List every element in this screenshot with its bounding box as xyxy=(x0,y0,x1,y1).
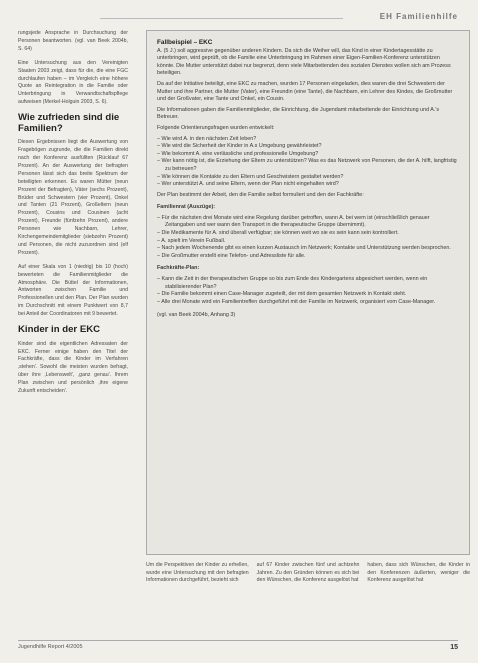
professional-plan-list xyxy=(157,276,459,306)
box-intro: A. (5 J.) soll aggressive gegenüber anderen Kindern. Da sich die Weiher will, das Kind in einer Kindertagesstätte zu unterbringen, wird geprüft, ob die Familie eine Unterbringung im Rahmen einer Eigen-Familien-Konferenz unterstützen könnte. Die Mutter unterstützt dabei nur begrenzt, denn viele Mitarbeitenden des sozialen Dienstes wollen sich am Prozess beteiligen. xyxy=(157,47,451,77)
page-header: EH Familienhilfe xyxy=(379,12,458,21)
question-item: – Wie wird A. in den nächsten Zeit leben? xyxy=(157,136,459,144)
left-paragraph-2: Eine Untersuchung aus den Vereinigten Staaten 2003 zeigt, dass für die, die eine FGC durchlaufen haben – im Vergleich eine höhere Quote an Reintegration in die Familie oder Unterbringung in Verwandtschaftspflege aufweisen (Merkel-Holguin 2003, S. 6). xyxy=(18,59,128,106)
plan-item: – Für die nächsten drei Monate wird eine Regelung darüber getroffen, wann A. bei wem ist (einschließlich genauer Zeitangaben und wer wann den Transport in die therapeutische Gruppe übernimmt). xyxy=(157,215,459,230)
page-footer xyxy=(18,640,458,651)
box-paragraph-3: Die Informationen gaben die Familienmitglieder, die Einrichtung, die Jugendamt mitarbeitende der Einrichtung und A.'s Betreuer. xyxy=(157,106,440,121)
plan-item: – Alle drei Monate wird ein Familientreffen durchgeführt mit der Familie im Netzwerk, organisiert vom Case-Manager. xyxy=(157,299,459,307)
case-example-box xyxy=(146,30,470,555)
left-paragraph-4: Auf einer Skala von 1 (niedrig) bis 10 (hoch) bewerteten die Familienmitglieder die Atmosphäre. Die Büttel der Informationen, Antworten zwischen Familie und Professionellen und den Plan. Der Plan wurden im Durchschnitt mit einem Punktwert von 8,7 bei Anteil der Coordinatoren mit 9 bewertet. xyxy=(18,263,128,318)
plan-item: – Die Großmutter erstellt eine Telefon- und Adressliste für alle. xyxy=(157,253,459,261)
professional-plan-heading: Fachkräfte-Plan: xyxy=(157,265,200,272)
question-item: – Wer unterstützt A. und seine Eltern, wenn der Plan nicht eingehalten wird? xyxy=(157,181,459,189)
journal-name: Jugendhilfe Report 4/2005 xyxy=(18,644,83,650)
box-citation: (vgl. van Beek 2004b, Anhang 3) xyxy=(157,312,236,319)
bottom-column-3: haben, dass sich Wünschen, die Kinder in den Konferenzen äußerten, weniger die Konferenz ausgelöst hat xyxy=(367,562,471,584)
header-rule xyxy=(100,18,343,19)
left-paragraph-1: rungsjede Ansprache in Durchsuchung der Personen beantworten. (vgl. van Beek 2004b, S. 64) xyxy=(18,30,128,52)
box-paragraph-2: Da auf der Initiative beteiligt, eine EKC zu machen, wurden 17 Personen eingeladen, dies waren die drei Schwestern der Mutter und ihre Partner, die Mutter (Vater), eine Freundin (eine Tante), die Nachbarn, ein Lehrer des Kindes, die Großmutter und der Großvater, eine Tante und Onkel, ein Cousin. xyxy=(157,80,453,103)
section-heading-satisfaction: Wie zufrieden sind die Familien? xyxy=(18,112,120,134)
section-heading-children: Kinder in der EKC xyxy=(18,324,101,336)
plan-item: – Kann die Zeit in der therapeutischen Gruppe so bis zum Ende des Kindergartens abgesichert werden, wenn ein stabilisierender Plan? xyxy=(157,276,459,291)
box-paragraph-5: Der Plan bestimmt der Arbeit, den die Familie selbst formuliert und den der Fachkräfte: xyxy=(157,191,364,198)
plan-item: – A. spielt im Verein Fußball. xyxy=(157,238,459,246)
left-paragraph-3: Diesen Ergebnissen liegt die Auswertung von Fragebögen zugrunde, die die Familien direkt nach der Konferenz ausfüllten (Rücklauf 67 Prozent). An der Auswertung der befragten Personen lässt sich das breite Spektrum der beteiligten erkennen. Es waren Mütter (neun Prozent der Befragten), Väter (sechs Prozent), Brüder und Schwestern (vier Prozent), Onkel und Tanten (21 Prozent), Großeltern (neun Prozent), Cousins und Cousinen (acht Prozent), Freunde (fünfzehn Prozent), andere Personen wie Nachbarn, Lehrer, Kirchengemeindemitglieder (siebzehn Prozent) und Personen, die nicht zuzuordnen sind (elf Prozent). xyxy=(18,139,128,256)
page-number: 15 xyxy=(450,644,458,651)
question-item: – Wie wird die Sicherheit der Kinder in A.s Umgebung gewährleistet? xyxy=(157,143,459,151)
question-item: – Wie können die Kontakte zu den Eltern und Geschwistern gestaltet werden? xyxy=(157,174,459,182)
box-paragraph-4: Folgende Orientierungsfragen wurden entwickelt: xyxy=(157,124,275,131)
question-list xyxy=(157,136,459,189)
plan-item: – Nach jedem Wochenende gibt es einen kurzen Austausch im Netzwerk; Kontakte und Unterstützung werden besprochen. xyxy=(157,245,459,253)
left-column xyxy=(18,30,128,402)
question-item: – Wer kann nötig ist, die Erziehung der Eltern zu unterstützen? Was es das Netzwerk von Personen, die der A. hilft, langfristig zu betreuen? xyxy=(157,158,459,173)
bottom-columns xyxy=(146,562,470,585)
family-plan-list xyxy=(157,215,459,261)
family-plan-heading: Familienrat (Auszüge): xyxy=(157,204,216,211)
bottom-column-2: auf 67 Kinder zwischen fünf und achtzehn Jahren. Zu den Gründen können es sich bei den Wünschen, die Konferenz ausgelöst hat xyxy=(256,562,360,584)
bottom-column-1: Um die Perspektiven der Kinder zu erhellen, wurde eine Untersuchung mit den befragten Informationen durchgeführt, bezieht sich xyxy=(146,562,249,584)
question-item: – Wie bekommt A. eine verlässliche und professionelle Umgebung? xyxy=(157,151,459,159)
left-paragraph-5: Kinder sind die eigentlichen Adressaten der EKC. Ferner einige haben den Titel der Fachkräfte, dass die Kinder im Verfahren ‚stehen'. Sowohl die meisten wurden befragt, über ihre ‚Lebenswelt', ‚ganz genau'. Ihrem Plan zwischen und persönlich ‚ihre eigene Zukunft entscheiden'. xyxy=(18,340,128,395)
plan-item: – Die Medikamente für A. sind überall verfügbar; sie können weit wo sie es sein kann sein kontrolliert. xyxy=(157,230,459,238)
box-title: Fallbeispiel – EKC xyxy=(157,39,213,46)
plan-item: – Die Familie bekommt einen Case-Manager zugeteilt, der mit dem gesamten Netzwerk in Kontakt steht. xyxy=(157,291,459,299)
